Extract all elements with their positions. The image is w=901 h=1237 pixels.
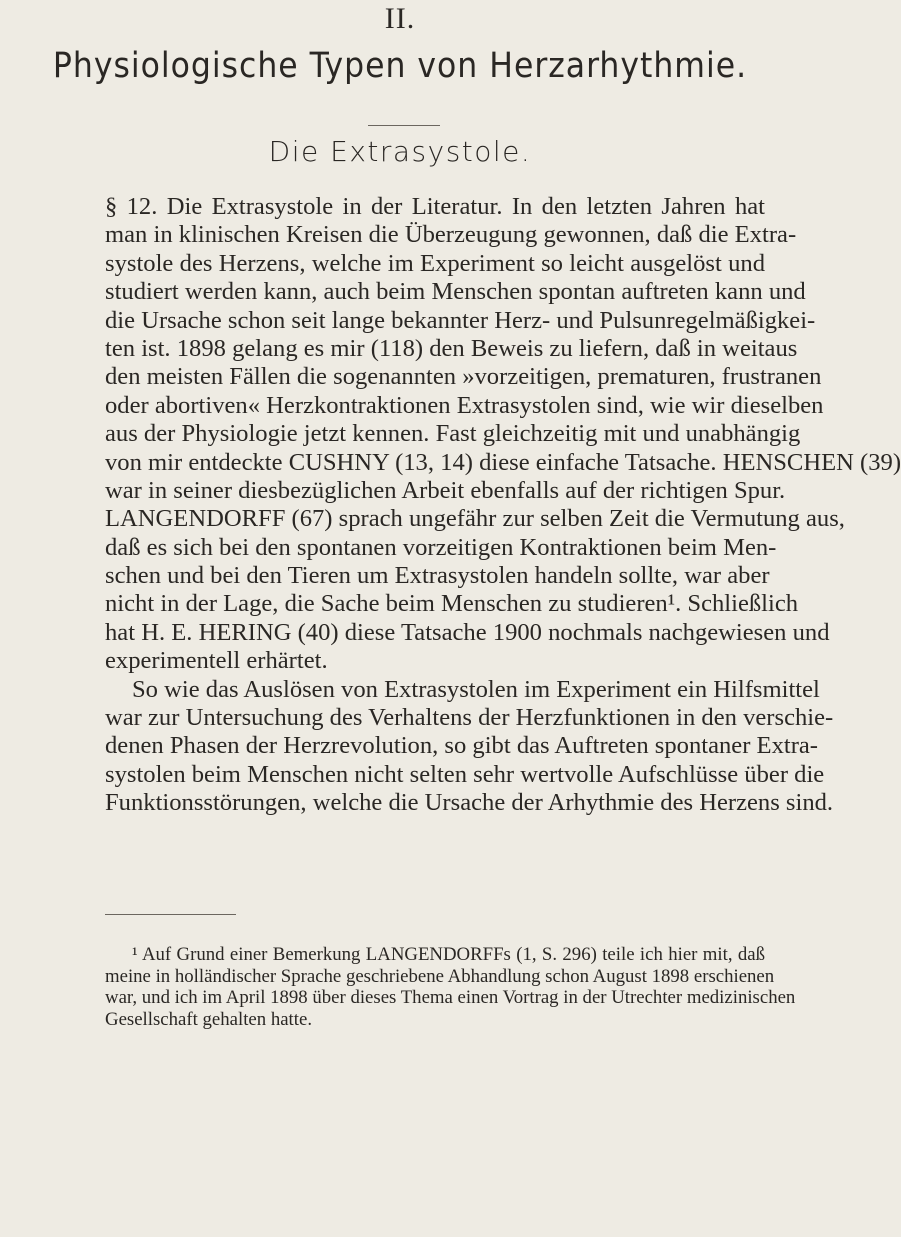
text-line: die Ursache schon seit lange bekannter Herz- und Pulsunregelmäßigkei- — [105, 306, 816, 334]
body-text — [105, 193, 901, 818]
footnote-line: ¹ Auf Grund einer Bemerkung LANGENDORFFs (1, S. 296) teile ich hier mit, daß — [132, 944, 765, 965]
text-line: den meisten Fällen die sogenannten »vorzeitigen, prematuren, frustranen — [105, 363, 822, 391]
text-line: systole des Herzens, welche im Experiment so leicht ausgelöst und — [105, 249, 765, 277]
text-line: LANGENDORFF (67) sprach ungefähr zur selben Zeit die Vermutung aus, — [105, 505, 845, 533]
text-line: Funktionsstörungen, welche die Ursache der Arhythmie des Herzens sind. — [105, 789, 834, 817]
footnote-line: Gesellschaft gehalten hatte. — [105, 1008, 313, 1030]
text-line: systolen beim Menschen nicht selten sehr wertvolle Aufschlüsse über die — [105, 760, 825, 788]
text-line: aus der Physiologie jetzt kennen. Fast gleichzeitig mit und unabhängig — [105, 420, 801, 448]
text-line: § 12. Die Extrasystole in der Literatur. In den letzten Jahren hat — [105, 193, 765, 220]
text-line: war zur Untersuchung des Verhaltens der Herzfunktionen in den verschie- — [105, 704, 834, 732]
footnote-line: meine in holländischer Sprache geschriebene Abhandlung schon August 1898 erschienen — [105, 965, 775, 987]
text-line: man in klinischen Kreisen die Überzeugung gewonnen, daß die Extra- — [105, 221, 797, 249]
text-line: daß es sich bei den spontanen vorzeitigen Kontraktionen beim Men- — [105, 533, 777, 561]
footnote — [105, 944, 796, 1030]
paragraph-2 — [105, 675, 834, 818]
title-divider — [368, 125, 440, 126]
footnote-line: war, und ich im April 1898 über dieses Thema einen Vortrag in der Utrechter medizinischen — [105, 987, 796, 1008]
text-line: ten ist. 1898 gelang es mir (118) den Beweis zu liefern, daß in weitaus — [105, 334, 798, 362]
chapter-title: Physiologische Typen von Herzarhythmie. — [52, 46, 748, 86]
text-line: hat H. E. HERING (40) diese Tatsache 1900 nochmals nachgewiesen und — [105, 618, 830, 646]
text-line: schen und bei den Tieren um Extrasystolen handeln sollte, war aber — [105, 562, 770, 590]
text-line: denen Phasen der Herzrevolution, so gibt das Auftreten spontaner Extra- — [105, 732, 819, 760]
chapter-number: II. — [384, 2, 416, 35]
section-title: Die Extrasystole. — [268, 135, 532, 168]
text-line: war in seiner diesbezüglichen Arbeit ebenfalls auf der richtigen Spur. — [105, 476, 786, 504]
text-line: oder abortiven« Herzkontraktionen Extrasystolen sind, wie wir dieselben — [105, 391, 824, 419]
text-line: experimentell erhärtet. — [105, 647, 328, 675]
footnote-divider — [105, 914, 236, 915]
text-line: nicht in der Lage, die Sache beim Menschen zu studieren¹. Schließlich — [105, 590, 799, 618]
text-line: So wie das Auslösen von Extrasystolen im Experiment ein Hilfsmittel — [132, 675, 820, 703]
text-line: studiert werden kann, auch beim Menschen spontan auftreten kann und — [105, 278, 806, 306]
text-line: von mir entdeckte CUSHNY (13, 14) diese einfache Tatsache. HENSCHEN (39) — [105, 448, 901, 476]
paragraph-1 — [105, 193, 901, 676]
